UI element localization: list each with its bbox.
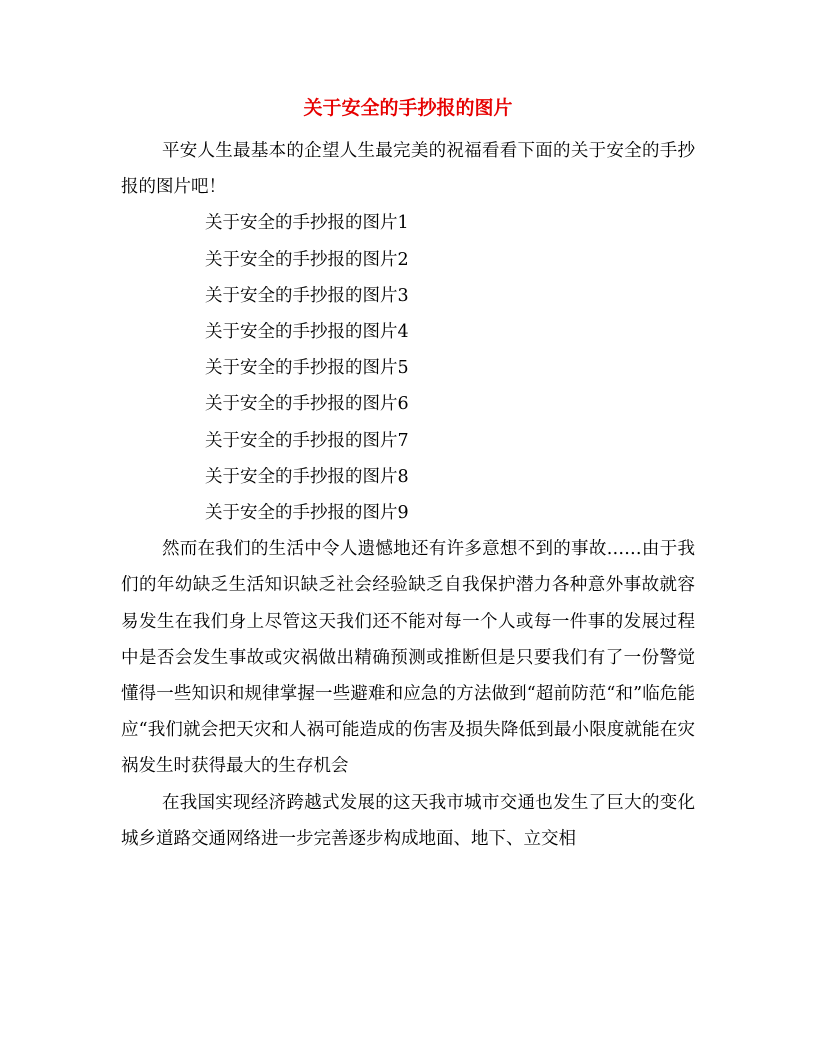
image-caption-5: 关于安全的手抄报的图片5 bbox=[205, 358, 409, 379]
image-caption-9: 关于安全的手抄报的图片9 bbox=[205, 503, 409, 524]
document-body bbox=[121, 133, 695, 857]
image-caption-2: 关于安全的手抄报的图片2 bbox=[205, 249, 409, 270]
body-paragraph-1: 然而在我们的生活中令人遗憾地还有许多意想不到的事故……由于我们的年幼缺乏生活知识缺乏社会经验缺乏自我保护潜力各种意外事故就容易发生在我们身上尽管这天我们还不能对每一个人或每一件事的发展过程中是否会发生事故或灾祸做出精确预测或推断但是只要我们有了一份警觉懂得一些知识和规律掌握一些避难和应急的方法做到“超前防范“和”临危能应“我们就会把天灾和人祸可能造成的伤害及损失降低到最小限度就能在灾祸发生时获得最大的生存机会 bbox=[121, 539, 695, 777]
image-caption-4: 关于安全的手抄报的图片4 bbox=[205, 322, 409, 343]
image-caption-8: 关于安全的手抄报的图片8 bbox=[205, 466, 409, 487]
document-title: 关于安全的手抄报的图片 bbox=[303, 97, 513, 119]
intro-paragraph: 平安人生最基本的企望人生最完美的祝福看看下面的关于安全的手抄报的图片吧！ bbox=[121, 141, 695, 198]
image-caption-3: 关于安全的手抄报的图片3 bbox=[205, 285, 409, 306]
image-caption-1: 关于安全的手抄报的图片1 bbox=[205, 213, 409, 234]
body-paragraph-2: 在我国实现经济跨越式发展的这天我市城市交通也发生了巨大的变化城乡道路交通网络进一步完善逐步构成地面、地下、立交相 bbox=[121, 792, 695, 849]
image-caption-6: 关于安全的手抄报的图片6 bbox=[205, 394, 409, 415]
image-caption-7: 关于安全的手抄报的图片7 bbox=[205, 430, 409, 451]
